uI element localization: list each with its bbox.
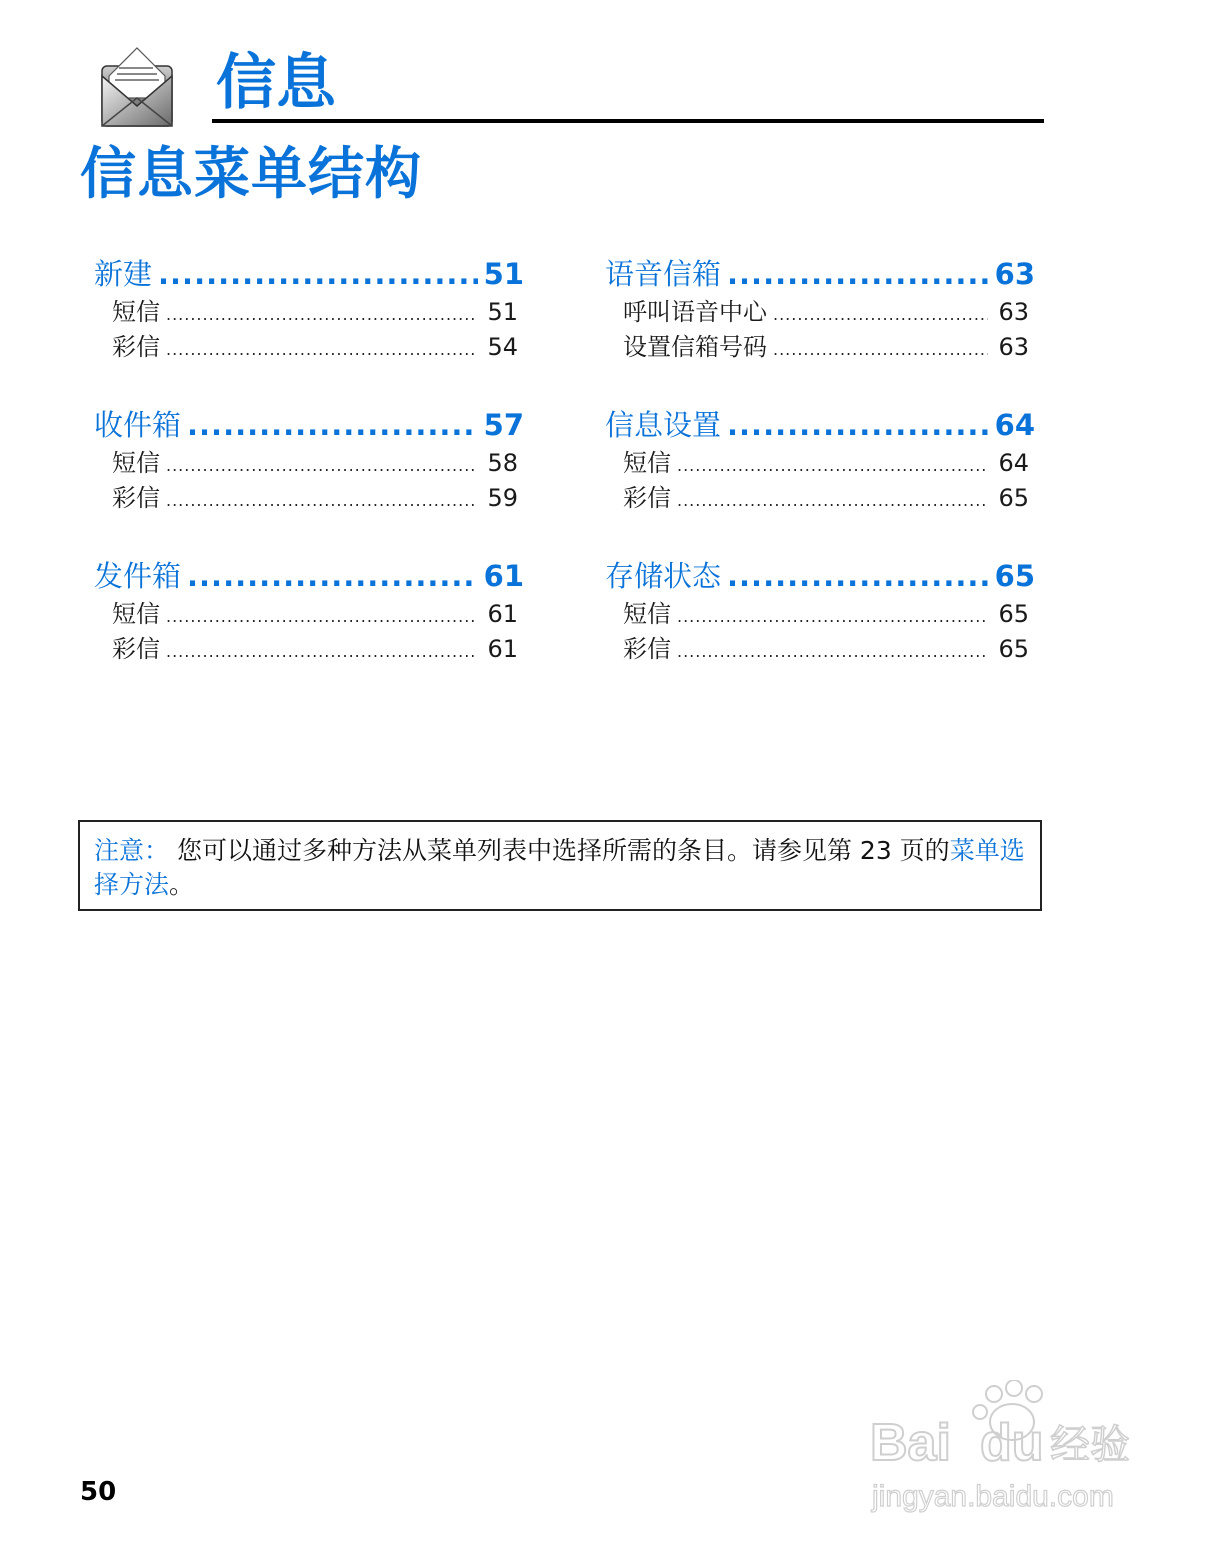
dot-leader [166, 601, 477, 633]
envelope-icon [101, 46, 173, 136]
menu-item-settings-mms[interactable] [605, 482, 1029, 517]
dot-leader [158, 252, 478, 296]
menu-item-label: 短信 [623, 449, 671, 477]
dot-leader [677, 450, 988, 482]
dot-leader [187, 403, 478, 447]
chapter-title-rule [212, 119, 1044, 123]
menu-group-voicemail [605, 252, 1035, 403]
menu-item-page: 63 [998, 333, 1029, 361]
menu-item-page: 65 [998, 600, 1029, 628]
menu-group-memory-status [605, 554, 1035, 705]
dot-leader [773, 299, 988, 331]
menu-group-message-settings [605, 403, 1035, 554]
menu-heading-memory-status[interactable] [605, 554, 1035, 598]
menu-heading-page: 65 [994, 559, 1035, 593]
menu-item-page: 61 [487, 635, 518, 663]
section-title: 信息菜单结构 [80, 142, 422, 207]
menu-heading-new[interactable] [94, 252, 524, 296]
svg-text:Bai: Bai [870, 1414, 951, 1472]
dot-leader [677, 636, 988, 668]
dot-leader [727, 252, 989, 296]
menu-item-page: 61 [487, 600, 518, 628]
menu-heading-page: 64 [994, 408, 1035, 442]
dot-leader [727, 403, 989, 447]
menu-group-new [94, 252, 524, 403]
menu-column-left [94, 252, 524, 705]
menu-selection-link[interactable]: 菜单选择方法 [94, 836, 1025, 899]
menu-heading-voicemail[interactable] [605, 252, 1035, 296]
menu-item-new-mms[interactable] [94, 331, 518, 366]
chapter-title: 信息 [216, 48, 336, 118]
menu-item-outbox-sms[interactable] [94, 598, 518, 633]
svg-text:经验: 经验 [1050, 1422, 1130, 1468]
page-number: 50 [80, 1477, 117, 1507]
dot-leader [166, 299, 477, 331]
menu-item-label: 呼叫语音中心 [623, 298, 767, 326]
menu-item-label: 短信 [112, 600, 160, 628]
svg-text:jingyan.baidu.com: jingyan.baidu.com [872, 1480, 1114, 1513]
menu-heading-label: 发件箱 [94, 559, 182, 593]
menu-heading-outbox[interactable] [94, 554, 524, 598]
menu-item-page: 65 [998, 635, 1029, 663]
svg-text:du: du [980, 1414, 1044, 1472]
dot-leader [166, 636, 477, 668]
menu-item-label: 短信 [623, 600, 671, 628]
menu-item-page: 51 [487, 298, 518, 326]
menu-item-memory-mms[interactable] [605, 633, 1029, 668]
dot-leader [187, 554, 478, 598]
menu-item-page: 63 [998, 298, 1029, 326]
menu-item-label: 短信 [112, 449, 160, 477]
menu-item-page: 54 [487, 333, 518, 361]
menu-item-call-voicemail[interactable] [605, 296, 1029, 331]
menu-item-memory-sms[interactable] [605, 598, 1029, 633]
menu-item-label: 彩信 [112, 635, 160, 663]
menu-item-set-voicemail-number[interactable] [605, 331, 1029, 366]
menu-item-page: 65 [998, 484, 1029, 512]
menu-heading-page: 61 [483, 559, 524, 593]
menu-item-inbox-sms[interactable] [94, 447, 518, 482]
menu-heading-label: 新建 [94, 257, 153, 291]
menu-heading-page: 63 [994, 257, 1035, 291]
menu-item-label: 彩信 [623, 635, 671, 663]
menu-heading-page: 57 [483, 408, 524, 442]
menu-item-label: 彩信 [112, 484, 160, 512]
menu-item-label: 设置信箱号码 [623, 333, 767, 361]
menu-item-label: 短信 [112, 298, 160, 326]
note-box [78, 820, 1042, 911]
dot-leader [166, 485, 477, 517]
menu-item-page: 58 [487, 449, 518, 477]
menu-heading-page: 51 [483, 257, 524, 291]
menu-item-label: 彩信 [623, 484, 671, 512]
dot-leader [677, 485, 988, 517]
menu-item-outbox-mms[interactable] [94, 633, 518, 668]
dot-leader [166, 334, 477, 366]
menu-column-right [605, 252, 1035, 705]
menu-item-inbox-mms[interactable] [94, 482, 518, 517]
menu-heading-label: 收件箱 [94, 408, 182, 442]
menu-item-page: 59 [487, 484, 518, 512]
dot-leader [773, 334, 988, 366]
menu-item-new-sms[interactable] [94, 296, 518, 331]
note-label: 注意： [94, 836, 170, 865]
menu-heading-inbox[interactable] [94, 403, 524, 447]
menu-group-inbox [94, 403, 524, 554]
menu-item-settings-sms[interactable] [605, 447, 1029, 482]
menu-item-page: 64 [998, 449, 1029, 477]
menu-heading-label: 存储状态 [605, 559, 722, 593]
dot-leader [727, 554, 989, 598]
dot-leader [166, 450, 477, 482]
menu-heading-label: 信息设置 [605, 408, 722, 442]
dot-leader [677, 601, 988, 633]
baidu-watermark-logo [862, 1380, 1162, 1520]
menu-group-outbox [94, 554, 524, 705]
menu-heading-label: 语音信箱 [605, 257, 722, 291]
menu-heading-message-settings[interactable] [605, 403, 1035, 447]
menu-item-label: 彩信 [112, 333, 160, 361]
note-end: 。 [169, 870, 195, 899]
note-text: 您可以通过多种方法从菜单列表中选择所需的条目。请参见第 23 页的 [176, 836, 950, 865]
